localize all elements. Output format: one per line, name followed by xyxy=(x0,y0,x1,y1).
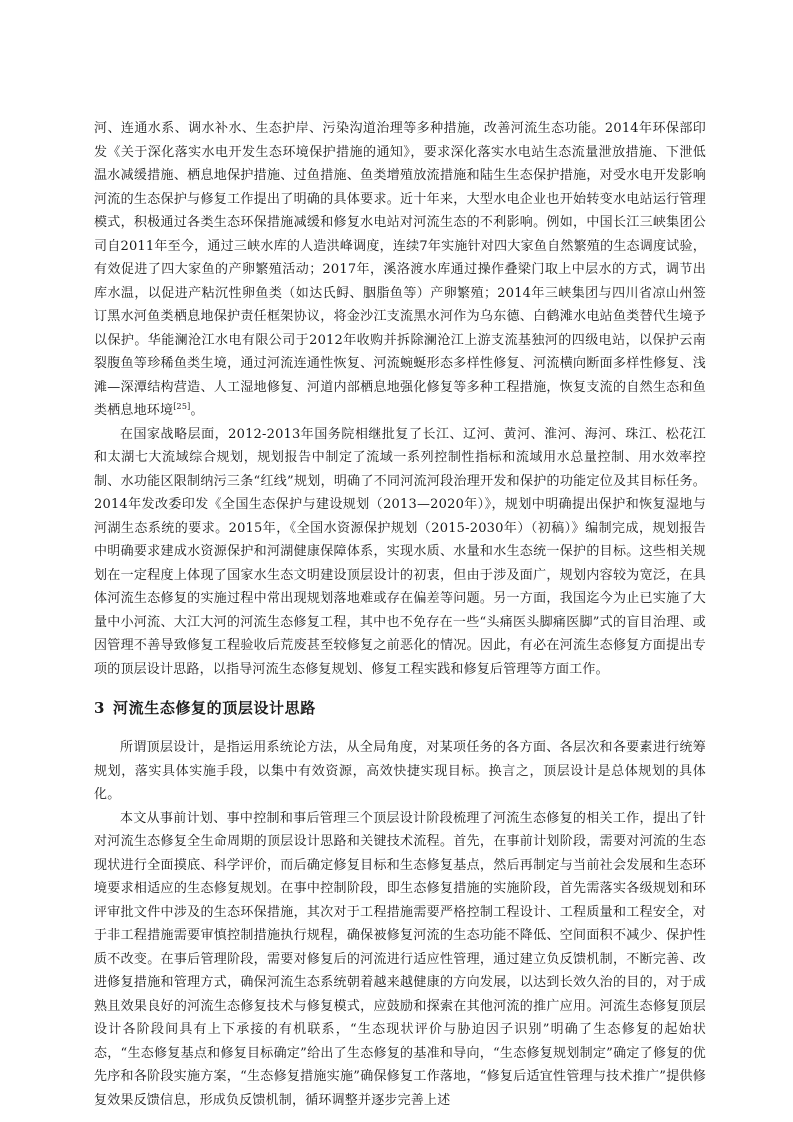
paragraph-1: 河、连通水系、调水补水、生态护岸、污染沟道治理等多种措施，改善河流生态功能。2014年环保部印发《关于深化落实水电开发生态环境保护措施的通知》，要求深化落实水电站生态流量泄放措施、下泄低温水减缓措施、栖息地保护措施、过鱼措施、鱼类增殖放流措施和陆生生态保护措施，对受水电开发影响河流的生态保护与修复工作提出了明确的具体要求。近十年来，大型水电企业也开始转变水电站运行管理模式，积极通过各类生态环保措施减缓和修复水电站对河流生态的不利影响。例如，中国长江三峡集团公司自2011年至今，通过三峡水库的人造洪峰调度，连续7年实施针对四大家鱼自然繁殖的生态调度试验，有效促进了四大家鱼的产卵繁殖活动；2017年，溪洛渡水库通过操作叠梁门取上中层水的方式，调节出库水温，以促进产粘沉性卵鱼类（如达氏鲟、胭脂鱼等）产卵繁殖；2014年三峡集团与四川省凉山州签订黑水河鱼类栖息地保护责任框架协议，将金沙江支流黑水河作为乌东德、白鹤滩水电站鱼类替代生境予以保护。华能澜沧江水电有限公司于2012年收购并拆除澜沧江上游支流基独河的四级电站，以保护云南裂腹鱼等珍稀鱼类生境，通过河流连通性恢复、河流蜿蜒形态多样性修复、河流横向断面多样性修复、浅滩—深潭结构营造、人工湿地修复、河道内部栖息地强化修复等多种工程措施，恢复支流的自然生态和鱼类栖息地环境[25]。 xyxy=(94,121,706,418)
section-number: 3 xyxy=(94,699,106,717)
paragraph-4: 本文从事前计划、事中控制和事后管理三个顶层设计阶段梳理了河流生态修复的相关工作，提出了针对河流生态修复全生命周期的顶层设计思路和关键技术流程。首先，在事前计划阶段，需要对河流的生态现状进行全面摸底、科学评价，而后确定修复目标和生态修复基点，然后再制定与当前社会发展和生态环境要求相适应的生态修复规划。在事中控制阶段，即生态修复措施的实施阶段，首先需落实各级规划和环评审批文件中涉及的生态环保措施，其次对于工程措施需要严格控制工程设计、工程质量和工程安全，对于非工程措施需要审慎控制措施执行规程，确保被修复河流的生态功能不降低、空间面积不减少、保护性质不改变。在事后管理阶段，需要对修复后的河流进行适应性管理，通过建立负反馈机制，不断完善、改进修复措施和管理方式，确保河流生态系统朝着越来越健康的方向发展，以达到长效久治的目的，对于成熟且效果良好的河流生态修复技术与修复模式，应鼓励和探索在其他河流的推广应用。河流生态修复顶层设计各阶段间具有上下承接的有机联系，“生态现状评价与胁迫因子识别”明确了生态修复的起始状态，“生态修复基点和修复目标确定”给出了生态修复的基准和导向，“生态修复规划制定”确定了修复的优先序和各阶段实施方案，“生态修复措施实施”确保修复工作落地，“修复后适宜性管理与技术推广”提供修复效果反馈信息，形成负反馈机制，循环调整并逐步完善上述 xyxy=(94,810,706,1108)
section-heading xyxy=(94,696,706,720)
paragraph-3: 所谓顶层设计，是指运用系统论方法，从全局角度，对某项任务的各方面、各层次和各要素进行统筹规划，落实具体实施手段，以集中有效资源，高效快捷实现目标。换言之，顶层设计是总体规划的具体化。 xyxy=(94,740,706,802)
section-title: 河流生态修复的顶层设计思路 xyxy=(113,699,316,717)
paragraph-2: 在国家战略层面，2012-2013年国务院相继批复了长江、辽河、黄河、淮河、海河、珠江、松花江和太湖七大流域综合规划，规划报告中制定了流域一系列控制性指标和流域用水总量控制、用水效率控制、水功能区限制纳污三条“红线”规划，明确了不同河流河段治理开发和保护的功能定位及其目标任务。2014年发改委印发《全国生态保护与建设规划（2013—2020年）》，规划中明确提出保护和恢复湿地与河湖生态系统的要求。2015年，《全国水资源保护规划（2015-2030年）（初稿）》编制完成，规划报告中明确要求建成水资源保护和河湖健康保障体系，实现水质、水量和水生态统一保护的目标。这些相关规划在一定程度上体现了国家水生态文明建设顶层设计的初衷，但由于涉及面广，规划内容较为宽泛，在具体河流生态修复的实施过程中常出现规划落地难或存在偏差等问题。另一方面，我国迄今为止已实施了大量中小河流、大江大河的河流生态修复工程，其中也不免存在一些“头痛医头脚痛医脚”式的盲目治理、或因管理不善导致修复工程验收后荒废甚至较修复之前恶化的情况。因此，有必在河流生态修复方面提出专项的顶层设计思路，以指导河流生态修复规划、修复工程实践和修复后管理等方面工作。 xyxy=(94,426,706,677)
body-text xyxy=(94,117,706,1112)
citation-25: [25] xyxy=(173,402,191,411)
